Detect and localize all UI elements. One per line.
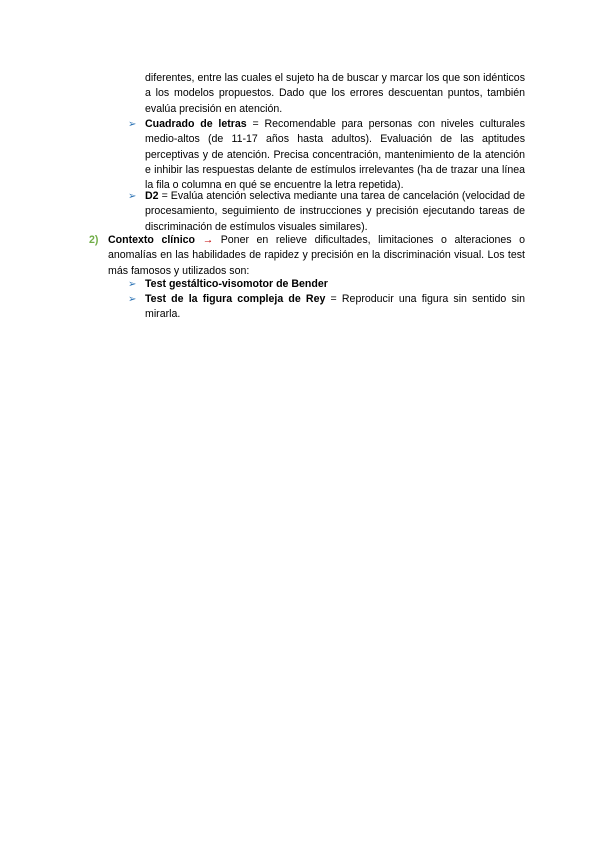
- list-item-cuadrado-de-letras: [145, 117, 525, 193]
- section-contexto-clinico: [108, 233, 525, 279]
- intro-continuation-text: diferentes, entre las cuales el sujeto ha de buscar y marcar los que son idénticos a los modelos propuestos. Dado que los errores descuentan puntos, también evalúa precisión en atención.: [145, 72, 525, 115]
- list-item-text: = Reproducir una figura sin sentido sin mirarla.: [145, 293, 525, 321]
- section-title: Contexto clínico: [108, 234, 196, 246]
- intro-continuation: [145, 71, 525, 117]
- bullet-arrow-icon: ➢: [128, 294, 137, 305]
- section-text: Poner en relieve dificultades, limitaciones o alteraciones o anomalías en las habilidades de rapidez y precisión en la discriminación visual. Los test más famosos y utilizados son:: [108, 234, 526, 277]
- list-item-term: Cuadrado de letras: [145, 118, 247, 130]
- list-item-term: Test gestáltico-visomotor de Bender: [145, 278, 328, 290]
- section-number: 2): [89, 234, 99, 246]
- list-item-term: Test de la figura compleja de Rey: [145, 293, 326, 305]
- bullet-arrow-icon: ➢: [128, 119, 137, 130]
- list-item-rey: [145, 292, 525, 323]
- right-arrow-icon: →: [202, 234, 214, 246]
- list-item-bender: [145, 277, 525, 292]
- list-item-text: = Recomendable para personas con niveles culturales medio-altos (de 11-17 años hasta adultos). Evaluación de las aptitudes perceptivas y de atención. Precisa concentración, mantenimiento de la atención e inhibir las respuestas delante de estímulos irrelevantes (ha de trazar una línea la fila o columna en qué se encuentre la letra repetida).: [145, 118, 525, 192]
- bullet-arrow-icon: ➢: [128, 191, 137, 202]
- bullet-arrow-icon: ➢: [128, 279, 137, 290]
- list-item-text: = Evalúa atención selectiva mediante una tarea de cancelación (velocidad de procesamiento, seguimiento de instrucciones y precisión ejecutando tareas de discriminación de estímulos visuales similares).: [145, 190, 525, 233]
- list-item-d2: [145, 189, 525, 235]
- list-item-term: D2: [145, 190, 159, 202]
